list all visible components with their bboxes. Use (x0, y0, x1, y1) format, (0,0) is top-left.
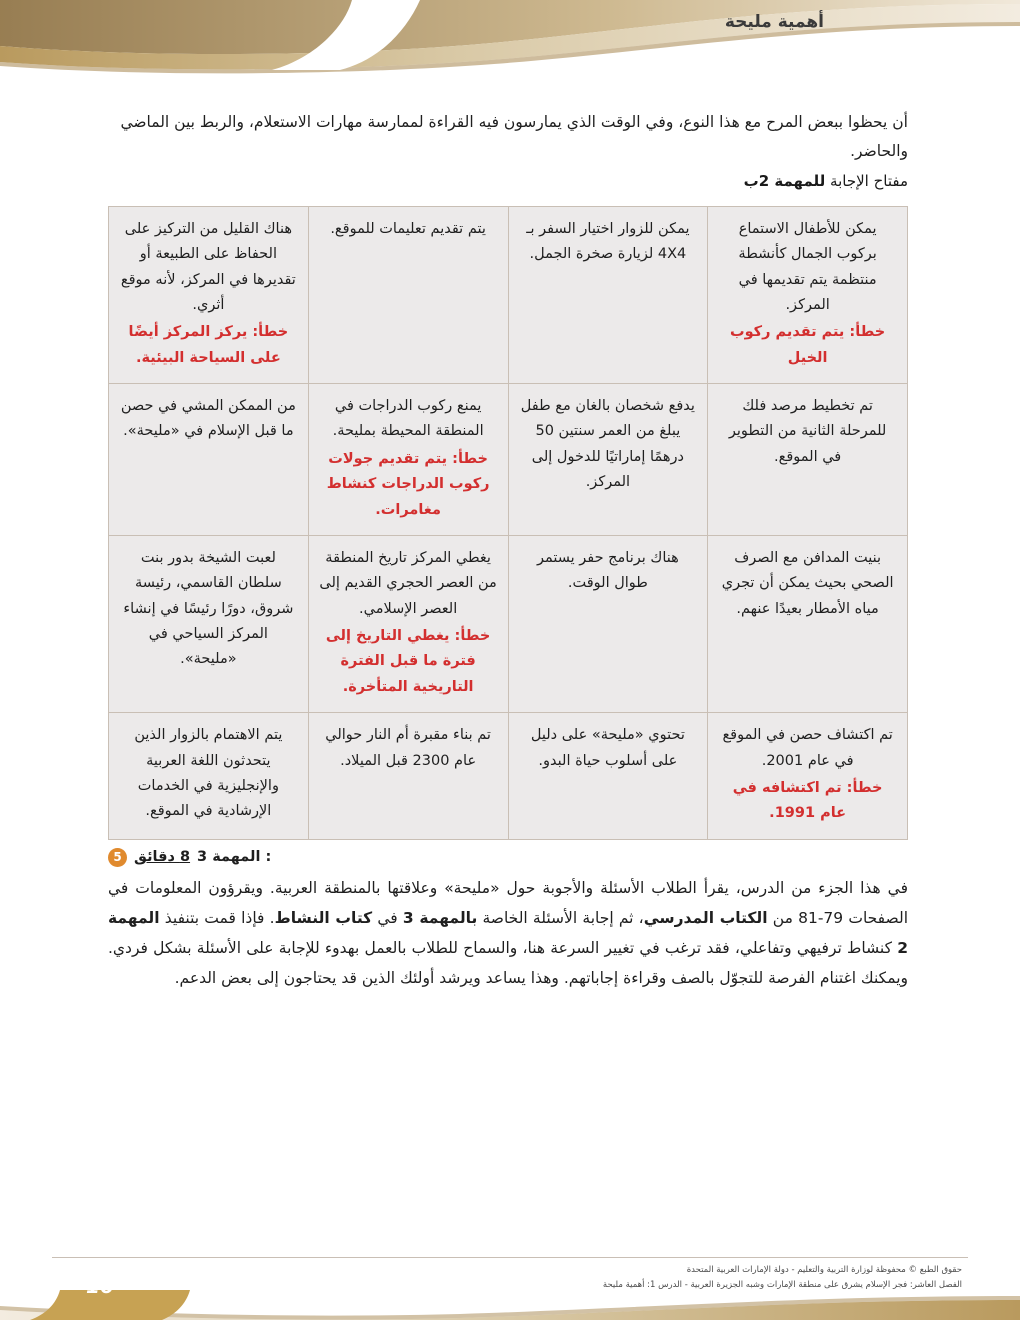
table-row (109, 206, 908, 383)
task3-body (108, 873, 908, 994)
cell-statement: هناك برنامج حفر يستمر طوال الوقت. (536, 549, 679, 592)
answer-key-table (108, 206, 908, 840)
footer-credits (603, 1263, 962, 1294)
page-content (108, 108, 908, 994)
header-decoration-icon (0, 0, 1020, 92)
table-cell (508, 535, 708, 712)
cell-statement: يدفع شخصان بالغان مع طفل يبلغ من العمر سنتين 50 درهمًا إماراتيًا للدخول إلى المركز. (520, 398, 695, 491)
table-cell (708, 206, 908, 383)
table-cell (308, 535, 508, 712)
cell-statement: بنيت المدافن مع الصرف الصحي بحيث يمكن أن تجري مياه الأمطار بعيدًا عنهم. (721, 549, 894, 617)
task3-text-3: في (372, 908, 403, 927)
task3-text-2: ، ثم إجابة الأسئلة الخاصة (477, 908, 644, 927)
table-row (109, 535, 908, 712)
cell-statement: يمكن للزوار اختيار السفر بـ 4X4 لزيارة صخرة الجمل. (526, 220, 690, 263)
cell-statement: تحتوي «مليحة» على دليل على أسلوب حياة البدو. (530, 727, 685, 769)
cell-correction: خطأ: يتم تقديم ركوب الخيل (730, 324, 886, 366)
table-cell (308, 384, 508, 536)
task3-text-1: في هذا الجزء من الدرس، يقرأ الطلاب الأسئلة والأجوبة حول «مليحة» وعلاقتها بالمنطقة العربية. ويقرؤون المعلومات في الصفحات 79-81 من (108, 878, 908, 927)
footer-divider (52, 1257, 968, 1258)
table-row (109, 713, 908, 840)
table-cell (308, 206, 508, 383)
cell-statement: هناك القليل من التركيز على الحفاظ على الطبيعة أو تقديرها في المركز، لأنه موقع أثري. (120, 220, 296, 313)
table-cell (708, 535, 908, 712)
table-cell (109, 535, 309, 712)
cell-statement: يمنع ركوب الدراجات في المنطقة المحيطة بمليحة. (332, 398, 484, 440)
answer-key-task: للمهمة 2ب (743, 172, 826, 191)
intro-paragraph: أن يحظوا ببعض المرح مع هذا النوع، وفي الوقت الذي يمارسون فيه القراءة لممارسة مهارات الاستعلام، والربط بين الماضي والحاضر. (120, 113, 908, 160)
task3-text-4: . فإذا قمت بتنفيذ (159, 908, 275, 927)
answer-key-heading (108, 167, 908, 196)
task-title: : المهمة 3 (197, 849, 272, 866)
task3-bold-1: الكتاب المدرسي (643, 908, 768, 927)
cell-statement: يتم تقديم تعليمات للموقع. (330, 220, 486, 237)
page-number: 16 (86, 1274, 114, 1298)
table-cell (508, 384, 708, 536)
footer-line-1: حقوق الطبع © محفوظة لوزارة التربية والتعليم - دولة الإمارات العربية المتحدة (686, 1264, 962, 1275)
table-cell (109, 713, 309, 840)
chapter-title: أهمية مليحة (724, 12, 824, 32)
task3-bold-4: المهمة 2 (108, 908, 908, 958)
task3-heading (108, 848, 908, 867)
table-cell (508, 206, 708, 383)
cell-statement: لعبت الشيخة بدور بنت سلطان القاسمي، رئيسة شروق، دورًا رئيسًا في إنشاء المركز السياحي في «مليحة». (123, 549, 294, 668)
footer-line-2: الفصل العاشر: فجر الإسلام يشرق على منطقة الإمارات وشبه الجزيرة العربية - الدرس 1: أهمية مليحة (602, 1280, 962, 1291)
cell-statement: تم تخطيط مرصد فلك للمرحلة الثانية من التطوير في الموقع. (728, 398, 887, 465)
cell-statement: تم بناء مقبرة أم النار حوالي عام 2300 قبل الميلاد. (325, 727, 491, 769)
cell-correction: خطأ: يتم تقديم جولات ركوب الدراجات كنشاط مغامرات. (326, 450, 490, 518)
answer-key-prefix: مفتاح الإجابة (825, 172, 908, 191)
table-cell (508, 713, 708, 840)
table-row (109, 384, 908, 536)
task-badge: 5 (108, 848, 127, 867)
cell-correction: خطأ: يركز المركز أيضًا على السياحة البيئية. (128, 324, 289, 366)
cell-statement: يتم الاهتمام بالزوار الذين يتحدثون اللغة العربية والإنجليزية في الخدمات الإرشادية في الموقع. (134, 727, 283, 820)
table-cell (708, 713, 908, 840)
task3-text-5: كنشاط ترفيهي وتفاعلي، فقد ترغب في تغيير السرعة هنا، والسماح للطلاب بالعمل بهدوء للإجابة على الأسئلة بشكل فردي. ويمكنك اغتنام الفرصة للتجوّل بالصف وقراءة إجاباتهم. وهذا يساعد ويرشد أولئك الذين قد يحتاجون إلى بعض الدعم. (108, 939, 908, 988)
cell-statement: يمكن للأطفال الاستماع بركوب الجمال كأنشطة منتظمة يتم تقديمها في المركز. (738, 220, 877, 313)
table-cell (708, 384, 908, 536)
task3-bold-3: كتاب النشاط (274, 908, 373, 927)
table-cell (308, 713, 508, 840)
cell-statement: تم اكتشاف حصن في الموقع في عام 2001. (722, 727, 893, 769)
cell-correction: خطأ: تم اكتشافه في عام 1991. (732, 779, 883, 822)
table-cell (109, 206, 309, 383)
cell-statement: من الممكن المشي في حصن ما قبل الإسلام في «مليحة». (120, 398, 296, 440)
task3-bold-2: بالمهمة 3 (402, 908, 478, 927)
cell-statement: يغطي المركز تاريخ المنطقة من العصر الحجري القديم إلى العصر الإسلامي. (319, 549, 497, 617)
task-duration: 8 دقائق (134, 849, 191, 866)
page-footer (0, 1230, 1020, 1320)
page-header (0, 0, 1020, 92)
table-cell (109, 384, 309, 536)
cell-correction: خطأ: يغطي التاريخ إلى فترة ما قبل الفترة التاريخية المتأخرة. (325, 628, 491, 695)
